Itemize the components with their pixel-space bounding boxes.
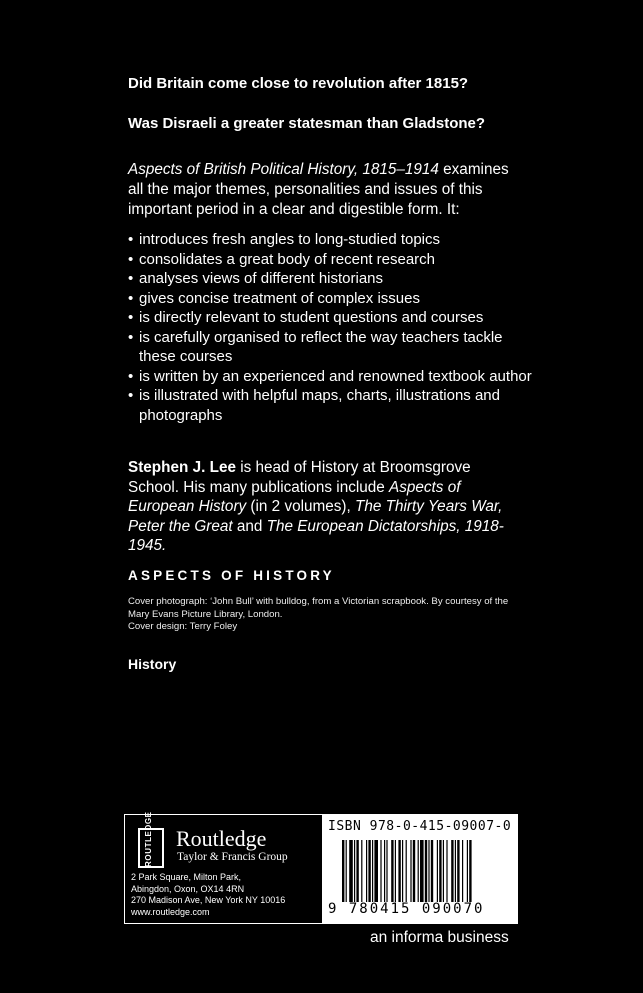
barcode-icon (342, 840, 514, 902)
barcode-bar (443, 840, 444, 902)
barcode-bar (361, 840, 362, 902)
publisher-website: www.routledge.com (131, 906, 210, 917)
design-credit: Cover design: Terry Foley (128, 621, 238, 632)
author-book: The Thirty Years War, Peter the Great (128, 498, 503, 535)
author-text: and (232, 517, 267, 535)
feature-list (128, 230, 538, 425)
subject-category: History (128, 656, 177, 672)
address-line: 2 Park Square, Milton Park, (131, 872, 242, 882)
barcode-bar (406, 840, 407, 902)
list-item: • consolidates a great body of recent research (128, 250, 538, 270)
informa-tagline: an informa business (370, 929, 509, 946)
barcode-bar (386, 840, 387, 902)
barcode-digits: 9 780415 090070 (328, 901, 485, 917)
intro-paragraph (128, 160, 528, 220)
barcode-bar (391, 840, 393, 902)
author-book: Aspects of European History (128, 478, 461, 515)
author-text: (in 2 volumes), (246, 498, 355, 515)
barcode-bar (380, 840, 381, 902)
author-bio (128, 458, 518, 556)
barcode-bar (457, 840, 459, 902)
barcode-bar (439, 840, 441, 902)
series-name: ASPECTS OF HISTORY (128, 568, 335, 583)
list-item: • introduces fresh angles to long-studied topics (128, 230, 538, 250)
barcode-bar (455, 840, 456, 902)
barcode-bar (410, 840, 411, 902)
list-item: • is directly relevant to student questions and courses (128, 308, 538, 328)
list-item: • is carefully organised to reflect the way teachers tackle these courses (128, 328, 538, 367)
publisher-address (131, 872, 285, 918)
logo-text: ROUTLEDGE (144, 811, 153, 867)
barcode-bar (446, 840, 447, 902)
barcode-bar (402, 840, 403, 902)
barcode-bar (413, 840, 415, 902)
barcode-bar (349, 840, 353, 902)
barcode-bar (354, 840, 355, 902)
list-item: • gives concise treatment of complex issues (128, 289, 538, 309)
routledge-logo-icon (138, 811, 164, 868)
barcode-bar (366, 840, 367, 902)
barcode-bar (342, 840, 344, 902)
barcode-bar (437, 840, 438, 902)
barcode-bar (398, 840, 400, 902)
barcode-bar (395, 840, 396, 902)
list-item: • is written by an experienced and renowned textbook author (128, 367, 538, 387)
barcode-bar (372, 840, 373, 902)
author-text: is head of History at Broomsgrove School. His many publications include (128, 459, 471, 496)
publisher-name: Routledge (176, 826, 267, 851)
address-line: 270 Madison Ave, New York NY 10016 (131, 895, 286, 905)
isbn-label: ISBN 978-0-415-09007-0 (328, 819, 512, 834)
barcode-bar (346, 840, 347, 902)
question-1: Did Britain come close to revolution after 1815? (128, 75, 469, 92)
list-item: • is illustrated with helpful maps, charts, illustrations and photographs (128, 386, 538, 425)
barcode-bar (428, 840, 429, 902)
barcode-bar (451, 840, 453, 902)
barcode-bar (374, 840, 378, 902)
intro-book-title: Aspects of British Political History, 1815–1914 (128, 161, 439, 178)
intro-text: examines all the major themes, personalities and issues of this important period in a clear and digestible form. It: (128, 161, 509, 218)
barcode-box (322, 815, 517, 923)
author-book: The European Dictatorships, 1918-1945. (128, 517, 504, 554)
barcode-bar (425, 840, 427, 902)
list-item: • analyses views of different historians (128, 269, 538, 289)
author-name: Stephen J. Lee (128, 459, 236, 476)
barcode-bar (462, 840, 463, 902)
barcode-bar (431, 840, 433, 902)
barcode-bar (356, 840, 358, 902)
barcode-bar (384, 840, 385, 902)
photo-credit: Cover photograph: ‘John Bull’ with bulldog, from a Victorian scrapbook. By courtesy of the Mary Evans Picture Library, London. (128, 596, 509, 620)
barcode-bar (420, 840, 424, 902)
publisher-group: Taylor & Francis Group (177, 851, 288, 863)
barcode-bar (368, 840, 370, 902)
barcode-bar (469, 840, 471, 902)
barcode-bar (418, 840, 419, 902)
barcode-bar (467, 840, 468, 902)
question-2: Was Disraeli a greater statesman than Gladstone? (128, 115, 486, 132)
address-line: Abingdon, Oxon, OX14 4RN (131, 883, 245, 894)
cover-credits (128, 596, 528, 634)
